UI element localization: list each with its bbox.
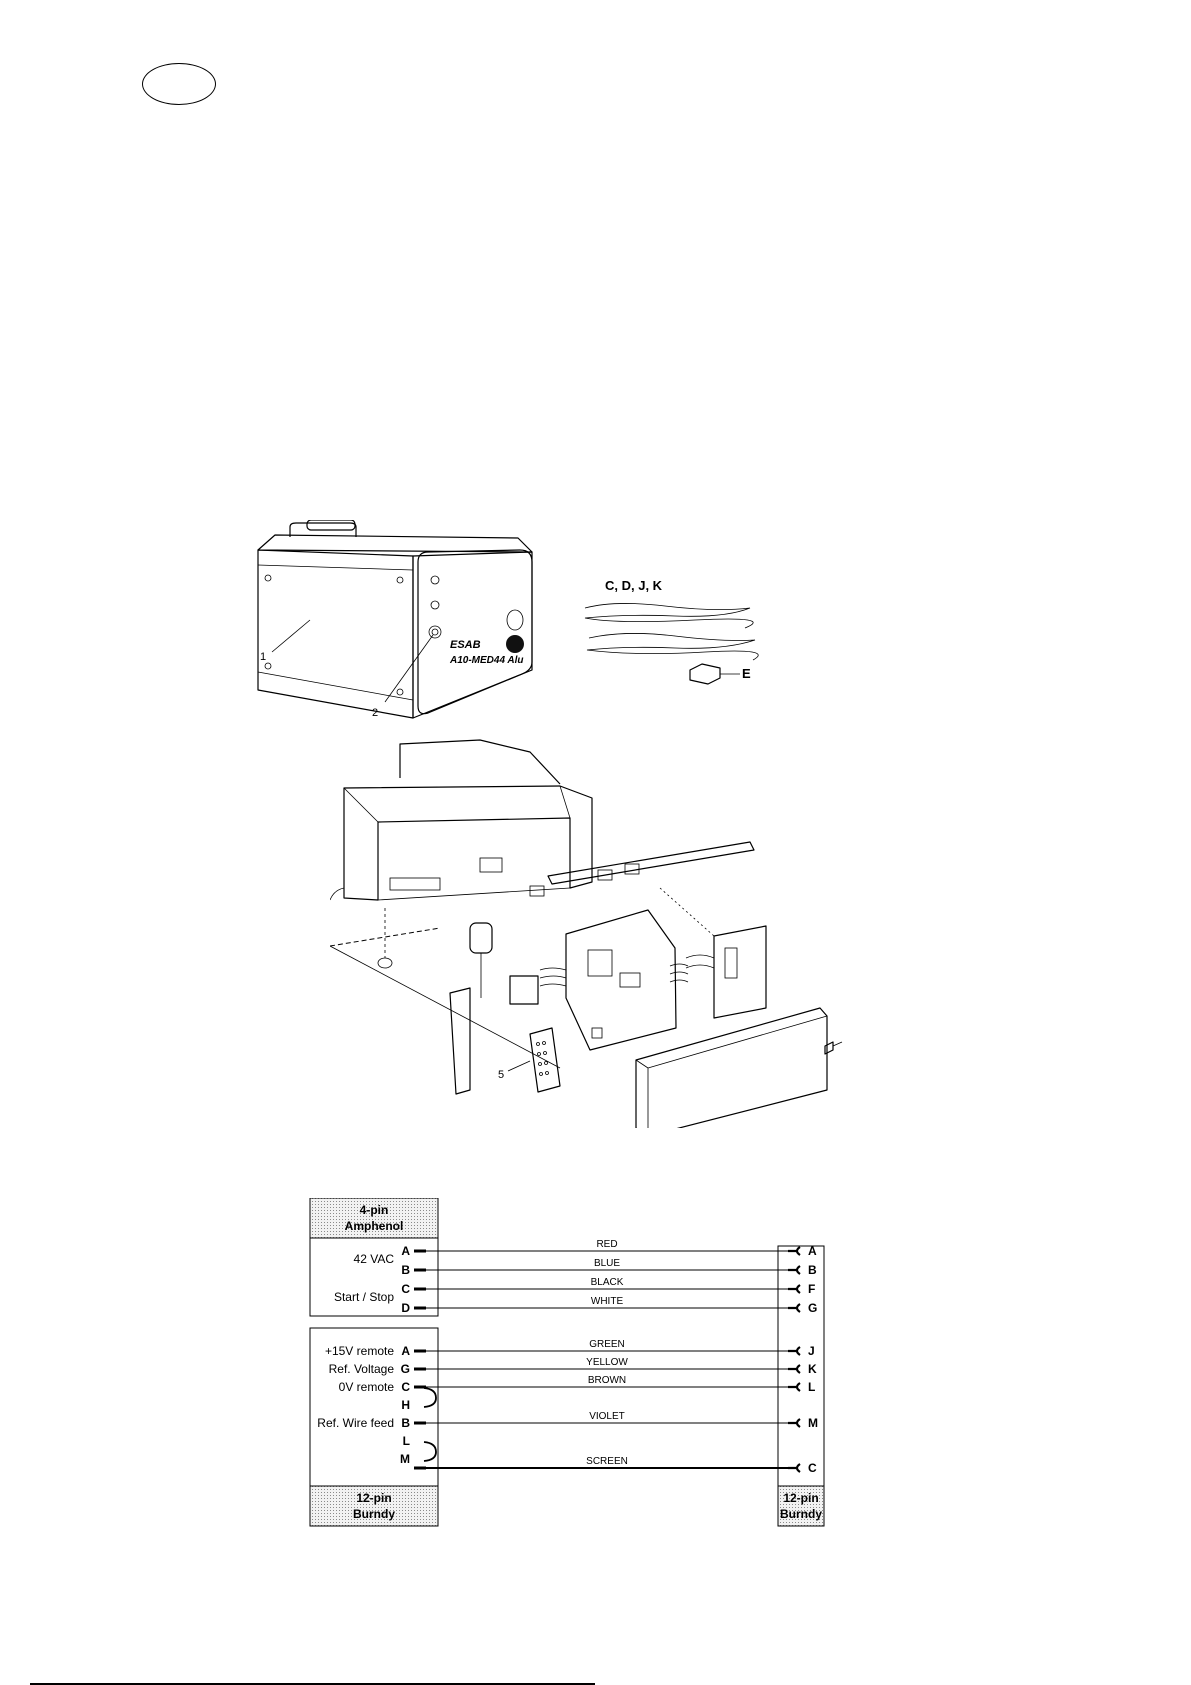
burndy-left-line2: Burndy (353, 1507, 395, 1521)
burndy-right-line1: 12-pin (783, 1491, 819, 1505)
wire-layer (414, 1239, 818, 1475)
wire-label: BLUE (593, 1258, 621, 1269)
label-ref-wire-feed: Ref. Wire feed (317, 1416, 394, 1430)
wire-label: GREEN (589, 1339, 625, 1350)
label-15v-remote: +15V remote (324, 1344, 394, 1358)
callout-1: 1 (260, 651, 267, 663)
burndy-right-line2: Burndy (780, 1507, 822, 1521)
burndy-pin-c: C (401, 1380, 410, 1394)
right-pin-label: M (808, 1416, 818, 1430)
wire-label: YELLOW (586, 1357, 628, 1368)
accessory-label: C, D, J, K (605, 578, 663, 593)
label-start-stop: Start / Stop (333, 1290, 394, 1304)
burndy-pin-b: B (401, 1416, 410, 1430)
callout-5: 5 (498, 1069, 505, 1081)
right-pin-label: G (808, 1301, 818, 1315)
amp-pin-d: D (401, 1301, 410, 1315)
burndy-pin-g: G (400, 1362, 410, 1376)
wire-label: RED (596, 1239, 618, 1250)
right-pin-label: B (808, 1263, 817, 1277)
wiring-diagram (300, 1198, 900, 1538)
exploded-view (330, 738, 930, 1128)
label-ref-voltage: Ref. Voltage (328, 1362, 394, 1376)
amphenol-header-line2: Amphenol (344, 1219, 404, 1233)
burndy-pin-h: H (401, 1398, 410, 1412)
label-42vac: 42 VAC (353, 1252, 394, 1266)
front-panel-model: A10-MED44 Alu (450, 655, 524, 666)
right-pin-label: J (808, 1344, 815, 1358)
accessory-cables (575, 578, 775, 688)
burndy-right-body (778, 1246, 824, 1486)
callout-2: 2 (372, 707, 379, 719)
amp-pin-c: C (401, 1282, 410, 1296)
right-pin-label: K (808, 1362, 817, 1376)
right-pin-label: L (808, 1380, 816, 1394)
wire-label: WHITE (590, 1296, 624, 1307)
burndy-pin-m: M (400, 1452, 410, 1466)
burndy-pin-a: A (401, 1344, 410, 1358)
right-pin-label: F (808, 1282, 816, 1296)
right-pin-label: A (808, 1244, 817, 1258)
front-panel-brand: ESAB (450, 639, 481, 651)
language-badge (142, 63, 216, 105)
label-0v-remote: 0V remote (338, 1380, 394, 1394)
amp-pin-a: A (401, 1244, 410, 1258)
wire-label: SCREEN (586, 1456, 628, 1467)
accessory-e-label: E (742, 666, 751, 681)
right-pin-label: C (808, 1461, 817, 1475)
wire-label: VIOLET (589, 1411, 625, 1422)
burndy-pin-l: L (402, 1434, 410, 1448)
burndy-left-line1: 12-pin (356, 1491, 392, 1505)
amp-pin-b: B (401, 1263, 410, 1277)
wire-label: BLACK (590, 1277, 624, 1288)
wire-label: BROWN (587, 1375, 627, 1386)
amphenol-header-line1: 4-pin (359, 1203, 389, 1217)
